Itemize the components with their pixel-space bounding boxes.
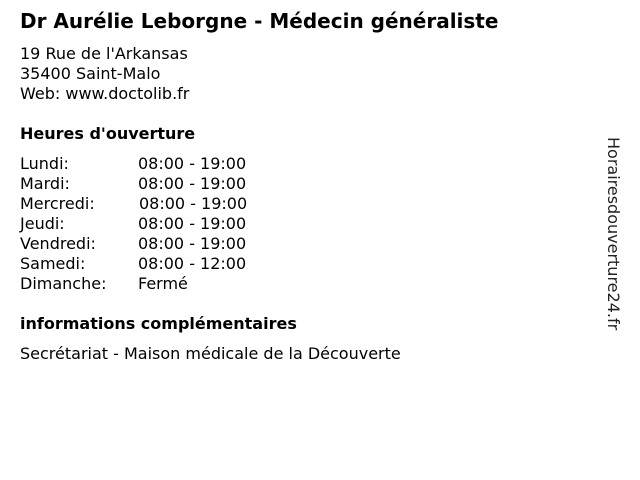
- day-hours: 08:00 - 19:00: [138, 214, 247, 233]
- day-label: Mercredi:: [20, 194, 95, 213]
- day-label: Lundi:: [20, 154, 69, 173]
- hours-row: [20, 274, 280, 294]
- hours-row: [20, 194, 280, 214]
- hours-row: [20, 214, 280, 234]
- day-label: Mardi:: [20, 174, 70, 193]
- hours-row: [20, 254, 280, 274]
- additional-info-heading: informations complémentaires: [20, 314, 297, 333]
- day-hours: Fermé: [138, 274, 188, 293]
- website-link[interactable]: Web: www.doctolib.fr: [20, 84, 190, 103]
- hours-row: [20, 234, 280, 254]
- day-hours: 08:00 - 19:00: [139, 194, 248, 213]
- additional-info-text: Secrétariat - Maison médicale de la Découverte: [20, 344, 401, 363]
- hours-row: [20, 174, 280, 194]
- hours-row: [20, 154, 280, 174]
- site-watermark: Horairesdouverture24.fr: [604, 137, 623, 331]
- day-label: Jeudi:: [20, 214, 65, 233]
- day-label: Samedi:: [20, 254, 86, 273]
- address-street: 19 Rue de l'Arkansas: [20, 44, 188, 63]
- day-label: Vendredi:: [20, 234, 96, 253]
- opening-hours-heading: Heures d'ouverture: [20, 124, 196, 143]
- day-hours: 08:00 - 19:00: [138, 174, 247, 193]
- day-hours: 08:00 - 19:00: [138, 234, 247, 253]
- day-hours: 08:00 - 12:00: [138, 254, 247, 273]
- day-hours: 08:00 - 19:00: [138, 154, 247, 173]
- address-city: 35400 Saint-Malo: [20, 64, 161, 83]
- doctor-title: Dr Aurélie Leborgne - Médecin généraliste: [20, 9, 499, 33]
- day-label: Dimanche:: [20, 274, 107, 293]
